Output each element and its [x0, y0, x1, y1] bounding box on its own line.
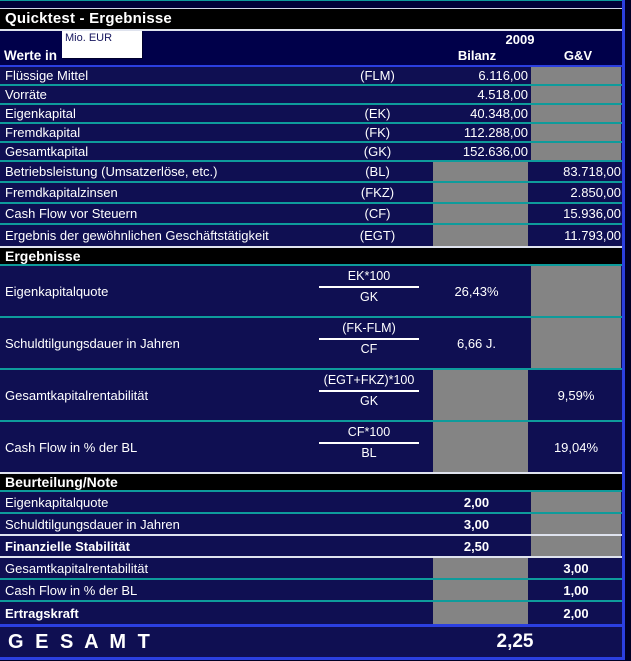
row-label: Flüssige Mittel [5, 68, 89, 83]
table-row-betriebsleistung [0, 162, 631, 183]
row-code: (FK) [364, 125, 391, 140]
formula-numerator: (FK-FLM) [342, 321, 396, 335]
ratio-value-cell[interactable]: 26,43% [454, 283, 499, 299]
report-title: Quicktest - Ergebnisse [0, 8, 631, 31]
bilanz-value-cell[interactable]: 6.116,00 [478, 68, 528, 83]
blocked-gv-cell [531, 514, 621, 534]
row-code: (EK) [364, 106, 391, 121]
top-margin [0, 0, 631, 8]
blocked-bilanz-cell [433, 162, 528, 181]
note-row-schuldtilgungsdauer [0, 514, 631, 536]
row-label: Fremdkapitalzinsen [5, 185, 118, 200]
formula-denominator: CF [360, 342, 378, 356]
row-label: Gesamtkapitalrentabilität [5, 387, 149, 403]
row-label: Cash Flow vor Steuern [5, 206, 138, 221]
right-margin [625, 0, 631, 661]
table-row-eigenkapital [0, 105, 631, 124]
row-label: Ergebnis der gewöhnlichen Geschäftstätigkeit [5, 228, 269, 243]
blocked-bilanz-cell [433, 225, 528, 246]
blocked-bilanz-cell [433, 580, 528, 600]
blocked-gv-cell [531, 318, 621, 368]
table-row-vorraete [0, 86, 631, 105]
ratio-row-gesamtkapitalrentabilitaet [0, 370, 631, 422]
note-value-cell[interactable]: 2,00 [563, 605, 589, 621]
table-row-cashflow [0, 204, 631, 225]
blocked-bilanz-cell [433, 370, 528, 420]
row-code: (BL) [365, 164, 390, 179]
row-label: Betriebsleistung (Umsatzerlöse, etc.) [5, 164, 218, 179]
note-row-cashflow-prozent [0, 580, 631, 602]
ratio-value-cell[interactable]: 9,59% [557, 387, 595, 403]
bilanz-value-cell[interactable]: 4.518,00 [477, 87, 528, 102]
formula-fraction [316, 373, 422, 408]
blocked-gv-cell [531, 536, 621, 556]
blocked-gv-cell [531, 492, 621, 512]
row-code: (FKZ) [360, 185, 395, 200]
formula-fraction [316, 321, 422, 356]
gv-value-cell[interactable]: 11.793,00 [564, 228, 621, 243]
note-value-cell[interactable]: 2,00 [463, 494, 490, 510]
row-label: Schuldtilgungsdauer in Jahren [5, 335, 180, 351]
total-value-cell[interactable]: 2,25 [496, 631, 534, 652]
gv-value-cell[interactable]: 83.718,00 [563, 164, 621, 179]
bilanz-value-cell[interactable]: 112.288,00 [463, 125, 528, 140]
ratio-value-cell[interactable]: 19,04% [553, 439, 599, 455]
row-label: Eigenkapitalquote [5, 283, 109, 299]
row-code: (EGT) [359, 228, 396, 243]
blocked-gv-cell [531, 105, 621, 122]
note-row-finanzielle-stabilitaet [0, 536, 631, 558]
note-row-eigenkapitalquote [0, 492, 631, 514]
ratio-row-eigenkapitalquote [0, 266, 631, 318]
row-label: Cash Flow in % der BL [5, 439, 138, 455]
row-label: Vorräte [5, 87, 47, 102]
bilanz-value-cell[interactable]: 40.348,00 [470, 106, 528, 121]
row-label: Gesamtkapitalrentabilität [5, 560, 149, 576]
total-row [0, 624, 631, 660]
gv-value-cell[interactable]: 15.936,00 [563, 206, 621, 221]
table-row-egt [0, 225, 631, 246]
note-value-cell[interactable]: 3,00 [563, 560, 589, 576]
blocked-gv-cell [531, 124, 621, 141]
note-value-cell[interactable]: 2,50 [463, 538, 490, 554]
blocked-gv-cell [531, 143, 621, 160]
row-label: Finanzielle Stabilität [5, 538, 130, 554]
units-label: Werte in [4, 48, 58, 63]
note-value-cell[interactable]: 3,00 [463, 516, 490, 532]
formula-numerator: EK*100 [347, 269, 391, 283]
table-row-fremdkapital [0, 124, 631, 143]
row-label: Fremdkapital [5, 125, 81, 140]
blocked-bilanz-cell [433, 602, 528, 624]
row-label: Eigenkapital [5, 106, 76, 121]
comment-tooltip[interactable]: Mio. EUR [62, 31, 142, 58]
note-row-gesamtkapitalrentabilitaet [0, 558, 631, 580]
row-code: (GK) [363, 144, 392, 159]
formula-numerator: CF*100 [347, 425, 391, 439]
formula-denominator: BL [361, 446, 377, 460]
gv-value-cell[interactable]: 2.850,00 [570, 185, 621, 200]
table-row-fluessige-mittel [0, 67, 631, 86]
row-label: Cash Flow in % der BL [5, 582, 138, 598]
fraction-line [319, 286, 419, 288]
formula-denominator: GK [359, 290, 379, 304]
column-header-bilanz: Bilanz [457, 48, 497, 63]
ratio-row-schuldtilgungsdauer [0, 318, 631, 370]
note-value-cell[interactable]: 1,00 [563, 582, 589, 598]
section-header-ergebnisse: Ergebnisse [0, 246, 631, 266]
fraction-line [319, 390, 419, 392]
total-label: G E S A M T [8, 630, 153, 653]
fraction-line [319, 442, 419, 444]
ratio-row-cashflow-prozent [0, 422, 631, 472]
section-header-beurteilung: Beurteilung/Note [0, 472, 631, 492]
year-header: 2009 [505, 32, 535, 47]
table-row-gesamtkapital [0, 143, 631, 162]
note-row-ertragskraft [0, 602, 631, 624]
blocked-gv-cell [531, 67, 621, 84]
blocked-bilanz-cell [433, 204, 528, 223]
bilanz-value-cell[interactable]: 152.636,00 [462, 144, 528, 159]
fraction-line [319, 338, 419, 340]
row-label: Schuldtilgungsdauer in Jahren [5, 516, 180, 532]
row-code: (CF) [364, 206, 391, 221]
formula-fraction [316, 425, 422, 460]
row-label: Eigenkapitalquote [5, 494, 109, 510]
ratio-value-cell[interactable]: 6,66 J. [456, 335, 497, 351]
blocked-bilanz-cell [433, 558, 528, 578]
blocked-gv-cell [531, 86, 621, 103]
blocked-gv-cell [531, 266, 621, 316]
column-header-gv: G&V [563, 48, 593, 63]
row-code: (FLM) [360, 68, 395, 83]
formula-fraction [316, 269, 422, 304]
row-label: Ertragskraft [5, 605, 79, 621]
row-code [330, 86, 425, 103]
blocked-bilanz-cell [433, 183, 528, 202]
row-label: Gesamtkapital [5, 144, 89, 159]
blocked-bilanz-cell [433, 422, 528, 472]
formula-denominator: GK [359, 394, 379, 408]
table-row-fremdkapitalzinsen [0, 183, 631, 204]
formula-numerator: (EGT+FKZ)*100 [323, 373, 415, 387]
